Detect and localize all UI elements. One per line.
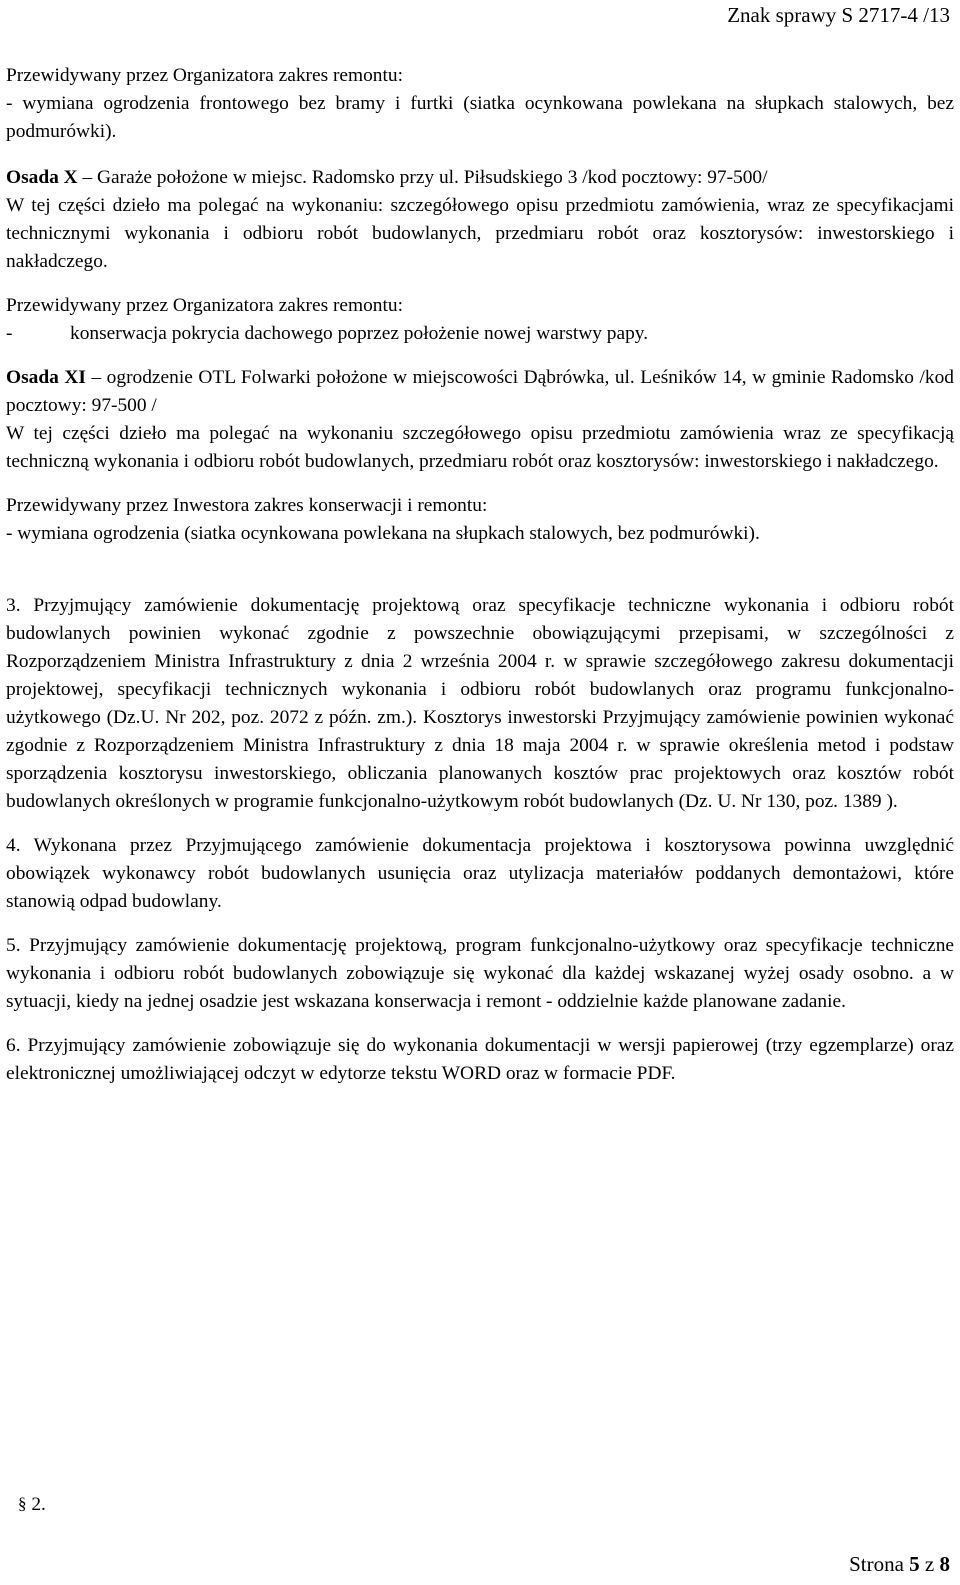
page-mid: z (919, 1552, 940, 1576)
osada-x-heading (6, 164, 954, 192)
osada-x-text: – Garaże położone w miejsc. Radomsko przy ul. Piłsudskiego 3 /kod pocztowy: 97-500/ (77, 167, 768, 188)
scope-title: Przewidywany przez Organizatora zakres remontu: (6, 65, 403, 86)
osada-x-scope-text: konserwacja pokrycia dachowego poprzez położenie nowej warstwy papy. (70, 323, 649, 344)
page-body (6, 62, 954, 1088)
point-5: 5. Przyjmujący zamówienie dokumentację projektową, program funkcjonalno-użytkowy oraz specyfikacje techniczne wykonania i odbioru robót budowlanych zobowiązuje się wykonać dla każdej wskazanej wyżej osady osobno. a w sytuacji, kiedy na jednej osadzie jest wskazana konserwacja i remont - oddzielnie każde planowane zadanie. (6, 935, 954, 1012)
page-current: 5 (909, 1552, 920, 1576)
osada-xi-description: W tej części dzieło ma polegać na wykonaniu szczegółowego opisu przedmiotu zamówienia wraz ze specyfikacją techniczną wykonania i odbioru robót budowlanych, przedmiaru robót oraz kosztorysów: inwestorskiego i nakładczego. (6, 423, 954, 472)
case-number: Znak sprawy S 2717-4 /13 (727, 3, 950, 27)
osada-xi-scope-title: Przewidywany przez Inwestora zakres konserwacji i remontu: (6, 495, 488, 516)
osada-xi-scope-item: - wymiana ogrodzenia (siatka ocynkowana powlekana na słupkach stalowych, bez podmurówki). (6, 523, 760, 544)
page-prefix: Strona (849, 1552, 910, 1576)
section-number: 2. (31, 1494, 46, 1515)
osada-xi-heading (6, 364, 954, 420)
osada-x-scope-title: Przewidywany przez Organizatora zakres remontu: (6, 295, 403, 316)
osada-xi-label: Osada XI (6, 367, 86, 388)
point-6: 6. Przyjmujący zamówienie zobowiązuje się do wykonania dokumentacji w wersji papierowej (trzy egzemplarze) oraz elektronicznej umożliwiającej odczyt w edytorze tekstu WORD oraz w formacie PDF. (6, 1035, 954, 1084)
point-3: 3. Przyjmujący zamówienie dokumentację projektową oraz specyfikacje techniczne wykonania i odbioru robót budowlanych powinien wykonać zgodnie z powszechnie obowiązującymi przepisami, w szczególności z Rozporządzeniem Ministra Infrastruktury z dnia 2 września 2004 r. w sprawie szczegółowego zakresu dokumentacji projektowej, specyfikacji technicznych wykonania i odbioru robót budowlanych oraz programu funkcjonalno-użytkowego (Dz.U. Nr 202, poz. 2072 z późn. zm.). Kosztorys inwestorski Przyjmujący zamówienie powinien wykonać zgodnie z Rozporządzeniem Ministra Infrastruktury z dnia 18 maja 2004 r. w sprawie określenia metod i podstaw sporządzenia kosztorysu inwestorskiego, obliczania planowanych kosztów prac projektowych oraz kosztów robót budowlanych określonych w programie funkcjonalno-użytkowym robót budowlanych (Dz. U. Nr 130, poz. 1389 ). (6, 595, 954, 812)
page-number (849, 1550, 950, 1578)
section-mark (18, 1490, 46, 1519)
page-total: 8 (939, 1552, 950, 1576)
scope-item: - wymiana ogrodzenia frontowego bez bramy i furtki (siatka ocynkowana powlekana na słupkach stalowych, bez podmurówki). (6, 93, 954, 142)
scope-dash: - (6, 323, 13, 344)
section-symbol: § (18, 1494, 27, 1513)
osada-xi-text: – ogrodzenie OTL Folwarki położone w miejscowości Dąbrówka, ul. Leśników 14, w gminie Radomsko /kod pocztowy: 97-500 / (6, 367, 954, 416)
osada-x-label: Osada X (6, 167, 78, 188)
osada-x-description: W tej części dzieło ma polegać na wykonaniu: szczegółowego opisu przedmiotu zamówienia, wraz ze specyfikacjami technicznymi wykonania i odbioru robót budowlanych, przedmiaru robót oraz kosztorysów: inwestorskiego i nakładczego. (6, 195, 954, 272)
osada-x-scope-item (6, 320, 954, 348)
point-4: 4. Wykonana przez Przyjmującego zamówienie dokumentacja projektowa i kosztorysowa powinna uwzględnić obowiązek wykonawcy robót budowlanych usunięcia oraz utylizacja materiałów poddanych demontażowi, które stanowią odpad budowlany. (6, 835, 954, 912)
